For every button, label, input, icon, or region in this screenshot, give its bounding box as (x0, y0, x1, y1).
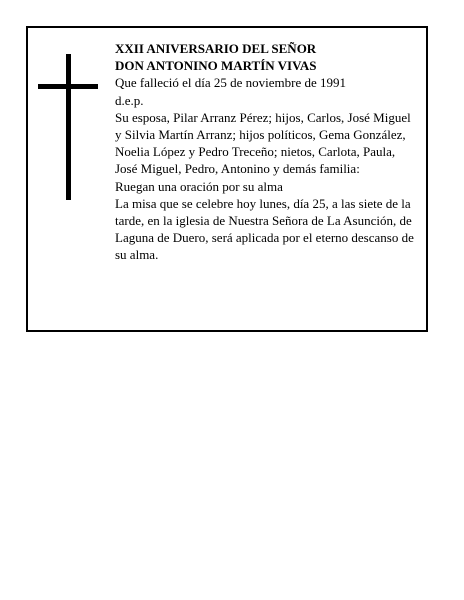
cross-horizontal-bar (38, 84, 98, 89)
cross-icon (38, 54, 98, 200)
rip-abbreviation: d.e.p. (115, 92, 144, 108)
cross-vertical-bar (66, 54, 71, 200)
notice-text (115, 40, 417, 264)
family-members: Su esposa, Pilar Arranz Pérez; hijos, Carlos, José Miguel y Silvia Martín Arranz; hijos políticos, Gema González, Noelia López y Pedro Treceño; nietos, Carlota, Paula, José Miguel, Pedro, Antonino y demás familia: (115, 109, 411, 177)
death-date: Que falleció el día 25 de noviembre de 1991 (115, 75, 347, 91)
obituary-notice (26, 26, 428, 332)
notice-heading-line-2: DON ANTONINO MARTÍN VIVAS (115, 58, 317, 74)
notice-heading-line-1: XXII ANIVERSARIO DEL SEÑOR (115, 41, 317, 56)
mass-information: La misa que se celebre hoy lunes, día 25, a las siete de la tarde, en la iglesia de Nuestra Señora de La Asunción, de Laguna de Duero, será aplicada por el eterno descanso de su alma. (115, 195, 414, 263)
prayer-request: Ruegan una oración por su alma (115, 178, 283, 194)
